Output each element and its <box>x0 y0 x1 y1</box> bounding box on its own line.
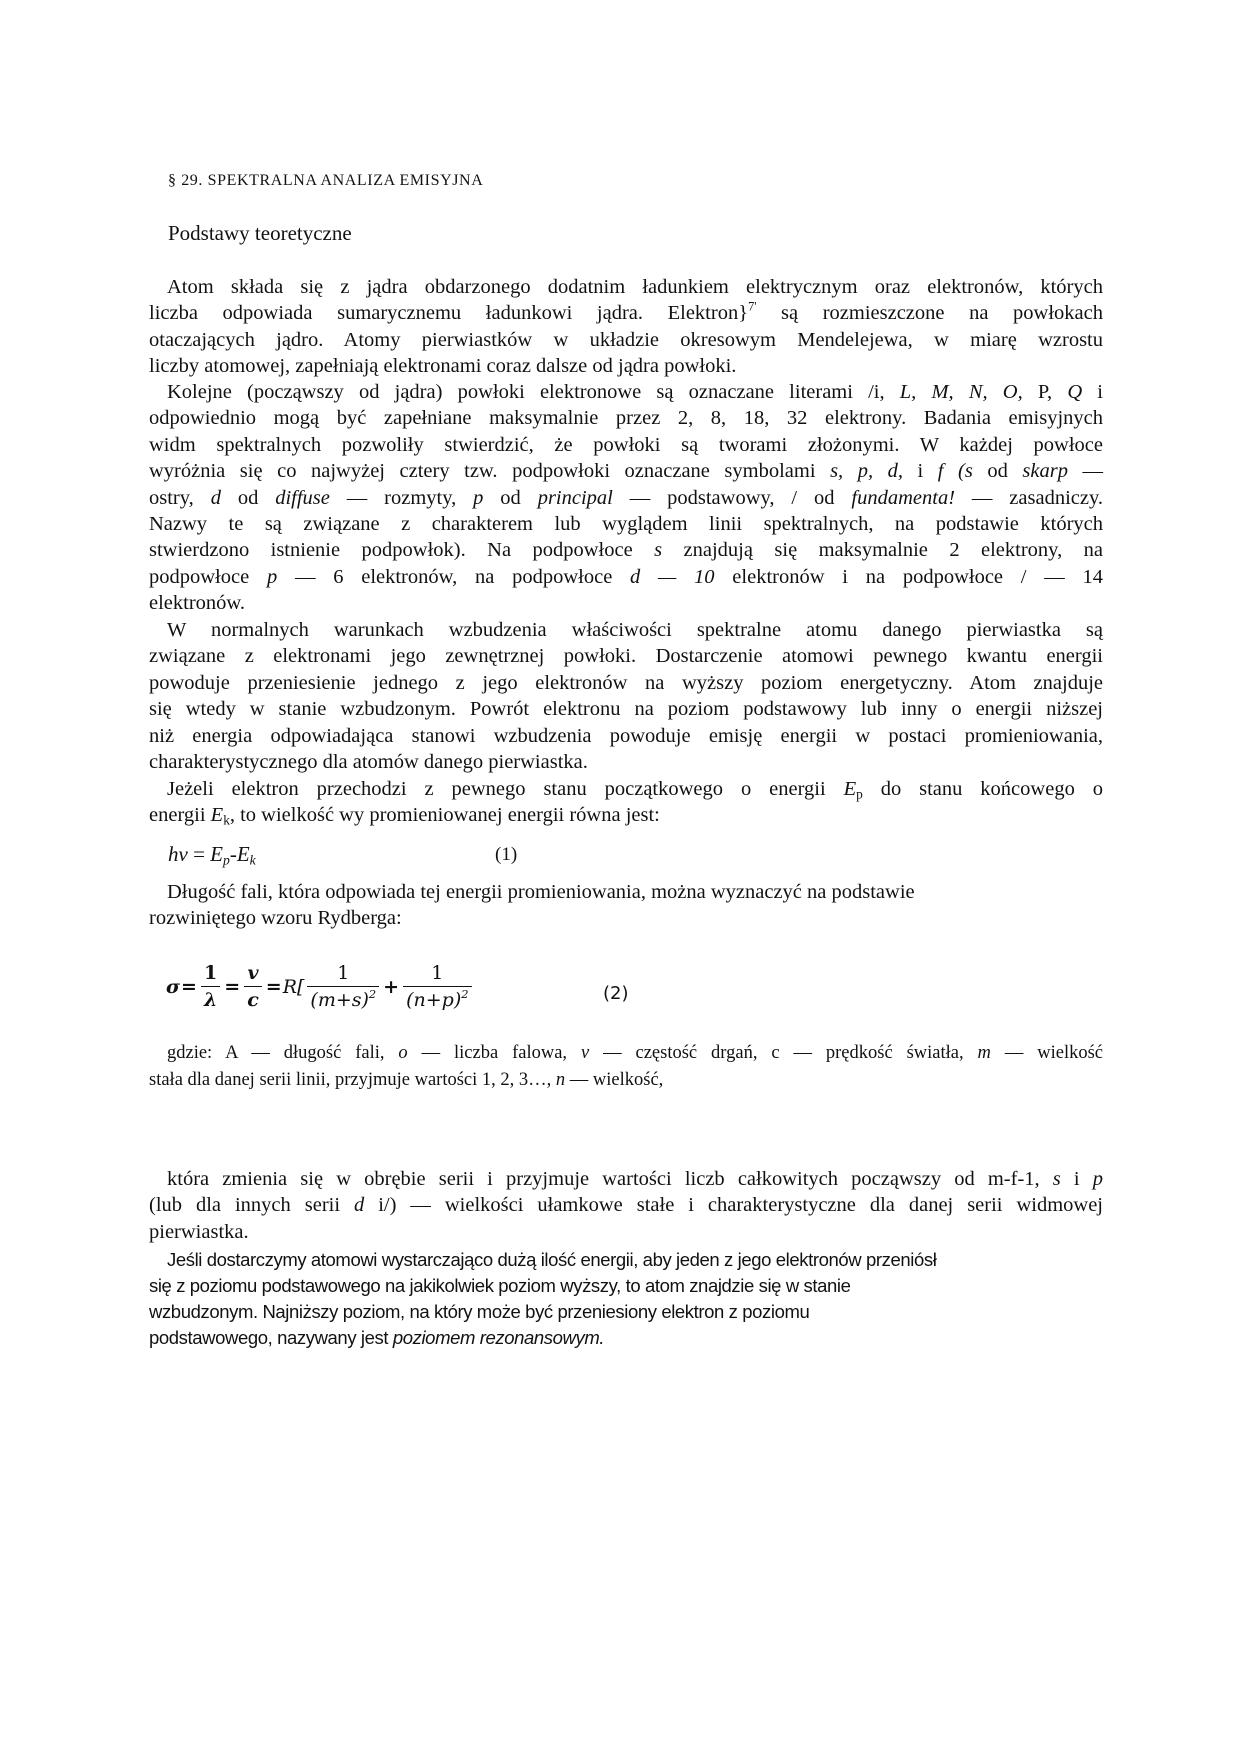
sigma-symbol: σ <box>166 975 181 998</box>
text-segment: elektronów i na podpowłoce / — 14 <box>714 565 1103 588</box>
text-line <box>149 458 1103 484</box>
formula-1 <box>168 842 256 867</box>
paragraph <box>149 379 1103 617</box>
text-segment: s <box>654 539 663 562</box>
text-segment: niż energia odpowiadająca stanowi wzbudzenia powoduje emisję energii w postaci promieniowania, <box>149 724 1103 747</box>
text-segment: podpowłoce <box>149 565 267 588</box>
text-segment: do stanu końcowego o <box>862 778 1103 800</box>
text-segment: Nazwy te są związane z charakterem lub wyglądem linii spektralnych, na podstawie których <box>149 512 1103 535</box>
text-line <box>149 696 1103 722</box>
text-line <box>149 1325 1103 1351</box>
denominator: c <box>244 986 262 1011</box>
text-line <box>149 1247 1103 1273</box>
formula-op: = <box>224 975 241 998</box>
text-segment: ostry, <box>149 486 211 509</box>
text-segment: n <box>555 1070 566 1090</box>
text-segment: się wtedy w stanie wzbudzonym. Powrót elektronu na poziom podstawowy lub inny o energii niższej <box>149 698 1103 721</box>
text-line <box>149 1192 1103 1218</box>
text-line <box>149 1219 1103 1245</box>
numerator: 1 <box>431 962 444 984</box>
paragraph <box>149 879 1103 932</box>
formula-op: = <box>187 842 211 866</box>
denominator <box>307 986 379 1011</box>
text-segment: , to wielkość wy promieniowanej energii równa jest: <box>229 804 660 827</box>
numerator: v <box>247 962 259 984</box>
formula-1-number: (1) <box>495 844 518 865</box>
text-segment: p <box>1092 1168 1104 1190</box>
text-line <box>149 1273 1103 1299</box>
text-line <box>149 405 1103 431</box>
text-line <box>149 590 1103 616</box>
text-line <box>149 511 1103 537</box>
paragraph <box>149 776 1103 829</box>
denominator-base: (m+s) <box>310 989 369 1011</box>
text-segment: elektronów. <box>149 592 246 615</box>
denominator: λ <box>201 986 220 1011</box>
formula-op: = <box>265 975 282 998</box>
text-segment: Kolejne (począwszy od jądra) powłoki elektronowe są oznaczane literami /i, <box>167 381 900 403</box>
text-segment: i <box>1082 381 1103 403</box>
text-segment: stała dla danej serii linii, przyjmuje wartości 1, 2, 3…, <box>149 1070 556 1090</box>
text-line <box>149 802 1103 828</box>
formula-op: - <box>229 842 237 866</box>
text-segment: — wielkość, <box>565 1070 664 1090</box>
formula-sub: k <box>249 852 256 868</box>
text-segment: — podstawowy, / od <box>612 486 852 509</box>
exponent: 2 <box>461 987 469 1002</box>
formula-sub: p <box>223 852 230 868</box>
text-segment: Q <box>1067 381 1083 403</box>
text-segment: — częstość drgań, c — prędkość światła, <box>589 1043 978 1063</box>
text-segment: poziomem rezonansowym. <box>392 1327 605 1348</box>
denominator-base: (n+p) <box>406 989 462 1011</box>
text-line <box>149 327 1103 353</box>
text-line <box>149 1067 1103 1094</box>
text-line <box>149 353 1103 379</box>
text-segment: — liczba falowa, <box>407 1043 581 1063</box>
exponent: 2 <box>368 987 377 1002</box>
text-segment: — <box>1067 460 1104 483</box>
text-line <box>149 749 1103 775</box>
text-line <box>149 617 1103 643</box>
text-segment: liczby atomowej, zapełniają elektronami coraz dalsze od jądra powłoki. <box>149 355 737 378</box>
text-segment: rozwiniętego wzoru Rydberga: <box>149 907 402 930</box>
fraction <box>307 962 379 1011</box>
text-segment: E <box>843 778 857 800</box>
text-segment: k <box>223 812 230 828</box>
paragraph <box>149 617 1103 775</box>
text-segment: p <box>266 565 278 588</box>
text-line <box>149 1299 1103 1325</box>
rydberg-constant: R[ <box>282 975 305 998</box>
text-segment: i/) — wielkości ułamkowe stałe i charakterystyczne dla danej serii widmowej <box>364 1194 1103 1217</box>
text-segment: i <box>903 460 938 483</box>
text-segment: s <box>1052 1168 1061 1190</box>
text-segment: związane z elektronami jego zewnętrznej powłoki. Dostarczenie atomowi pewnego kwantu energii <box>149 645 1103 668</box>
text-segment: skarp <box>1022 460 1068 483</box>
formula-op: = <box>181 975 197 998</box>
text-segment: i <box>1060 1168 1093 1190</box>
text-segment: p <box>473 486 484 509</box>
text-segment: od <box>483 486 538 509</box>
text-segment: o <box>398 1043 408 1063</box>
text-segment: diffuse <box>275 486 330 509</box>
fraction <box>403 962 471 1011</box>
text-segment: widm spektralnych pozwoliły stwierdzić, że powłoki są tworami złożonymi. W każdej powłoce <box>149 433 1103 456</box>
text-segment: charakterystycznego dla atomów danego pierwiastka. <box>149 750 588 773</box>
text-line <box>149 485 1103 511</box>
text-segment: m <box>977 1043 991 1063</box>
text-segment: znajdują się maksymalnie 2 elektrony, na <box>662 539 1103 562</box>
text-segment: liczba odpowiada sumarycznemu ładunkowi jądra. Elektron} <box>149 302 749 325</box>
text-segment: — wielkość <box>990 1043 1104 1063</box>
text-segment: otaczających jądro. Atomy pierwiastków w układzie okresowym Mendelejewa, w miarę wzrostu <box>149 328 1103 351</box>
paragraph <box>149 1040 1103 1094</box>
text-segment: pierwiastka. <box>149 1220 249 1243</box>
text-line <box>149 274 1103 300</box>
text-segment: która zmienia się w obrębie serii i przyjmuje wartości liczb całkowitych począwszy od m-f-1, <box>167 1168 1053 1190</box>
text-segment: L, M, N, O, <box>899 381 1023 403</box>
text-line <box>149 670 1103 696</box>
text-segment: powoduje przeniesienie jednego z jego elektronów na wyższy poziom energetyczny. Atom znajduje <box>149 671 1103 694</box>
text-segment: wzbudzonym. Najniższy poziom, na który może być przeniesiony elektron z poziomu <box>149 1301 810 1322</box>
text-segment: E <box>210 804 224 827</box>
text-segment: — zasadniczy. <box>955 486 1104 509</box>
numerator: 1 <box>203 962 218 984</box>
text-segment: są rozmieszczone na powłokach <box>756 302 1104 325</box>
text-segment: gdzie: A — długość fali, <box>167 1043 399 1063</box>
fraction <box>201 962 220 1011</box>
text-segment: wyróżnia się co najwyżej cztery tzw. podpowłoki oznaczane symbolami <box>149 460 831 483</box>
text-segment: Jeśli dostarczymy atomowi wystarczająco dużą ilość energii, aby jeden z jego elektronów przeniósł <box>167 1249 937 1270</box>
text-segment: odpowiednio mogą być zapełniane maksymalnie przez 2, 8, 18, 32 elektrony. Badania emisyjnych <box>149 407 1103 430</box>
text-segment: od <box>220 486 276 509</box>
text-segment: principal <box>537 486 613 509</box>
text-segment: się z poziomu podstawowego na jakikolwiek poziom wyższy, to atom znajdzie się w stanie <box>149 1275 851 1296</box>
text-line <box>149 905 1103 931</box>
text-segment: od <box>972 460 1023 483</box>
text-line <box>149 723 1103 749</box>
text-line <box>149 537 1103 563</box>
paragraph <box>149 1166 1103 1245</box>
text-segment: Jeżeli elektron przechodzi z pewnego stanu początkowego o energii <box>167 778 844 800</box>
text-segment: d — 10 <box>630 565 715 588</box>
paragraph <box>149 1247 1103 1351</box>
text-segment: Atom składa się z jądra obdarzonego dodatnim ładunkiem elektrycznym oraz elektronów, których <box>167 276 1103 298</box>
text-segment: fundamenta! <box>851 486 956 509</box>
fraction <box>244 962 262 1011</box>
text-segment: — 6 elektronów, na podpowłoce <box>277 565 631 588</box>
text-line <box>149 432 1103 458</box>
formula-term: hv <box>168 842 188 866</box>
text-segment: 7' <box>748 299 757 314</box>
text-line <box>149 379 1103 405</box>
text-segment: energii <box>149 804 211 827</box>
text-segment: d <box>354 1194 365 1217</box>
subsection-heading: Podstawy teoretyczne <box>168 221 352 245</box>
text-segment: p <box>856 786 863 802</box>
text-segment: P, <box>1022 381 1068 403</box>
text-line <box>149 643 1103 669</box>
text-segment: s, p, d, <box>830 460 904 483</box>
text-segment: (lub dla innych serii <box>149 1194 354 1217</box>
formula-term: E <box>236 842 250 866</box>
text-segment: — rozmyty, <box>329 486 474 509</box>
text-segment: d <box>210 486 221 509</box>
numerator: 1 <box>337 962 350 984</box>
text-segment: W normalnych warunkach wzbudzenia właściwości spektralne atomu danego pierwiastka są <box>167 619 1103 641</box>
formula-2 <box>166 962 475 1011</box>
text-segment: stwierdzono istnienie podpowłok). Na podpowłoce <box>149 539 655 562</box>
text-segment: f (s <box>937 460 973 483</box>
text-line <box>149 879 1103 905</box>
text-segment: v <box>580 1043 590 1063</box>
text-segment: podstawowego, nazywany jest <box>149 1327 393 1348</box>
section-heading: § 29. SPEKTRALNA ANALIZA EMISYJNA <box>168 172 484 189</box>
text-line <box>149 1040 1103 1067</box>
paragraph <box>149 274 1103 380</box>
formula-2-number: (2) <box>603 983 629 1004</box>
text-segment: Długość fali, która odpowiada tej energii promieniowania, można wyznaczyć na podstawie <box>167 881 915 903</box>
formula-term: E <box>210 842 223 866</box>
denominator <box>403 986 471 1011</box>
text-line <box>149 776 1103 802</box>
text-line <box>149 564 1103 590</box>
formula-op: + <box>383 975 400 998</box>
text-line <box>149 300 1103 326</box>
text-line <box>149 1166 1103 1192</box>
